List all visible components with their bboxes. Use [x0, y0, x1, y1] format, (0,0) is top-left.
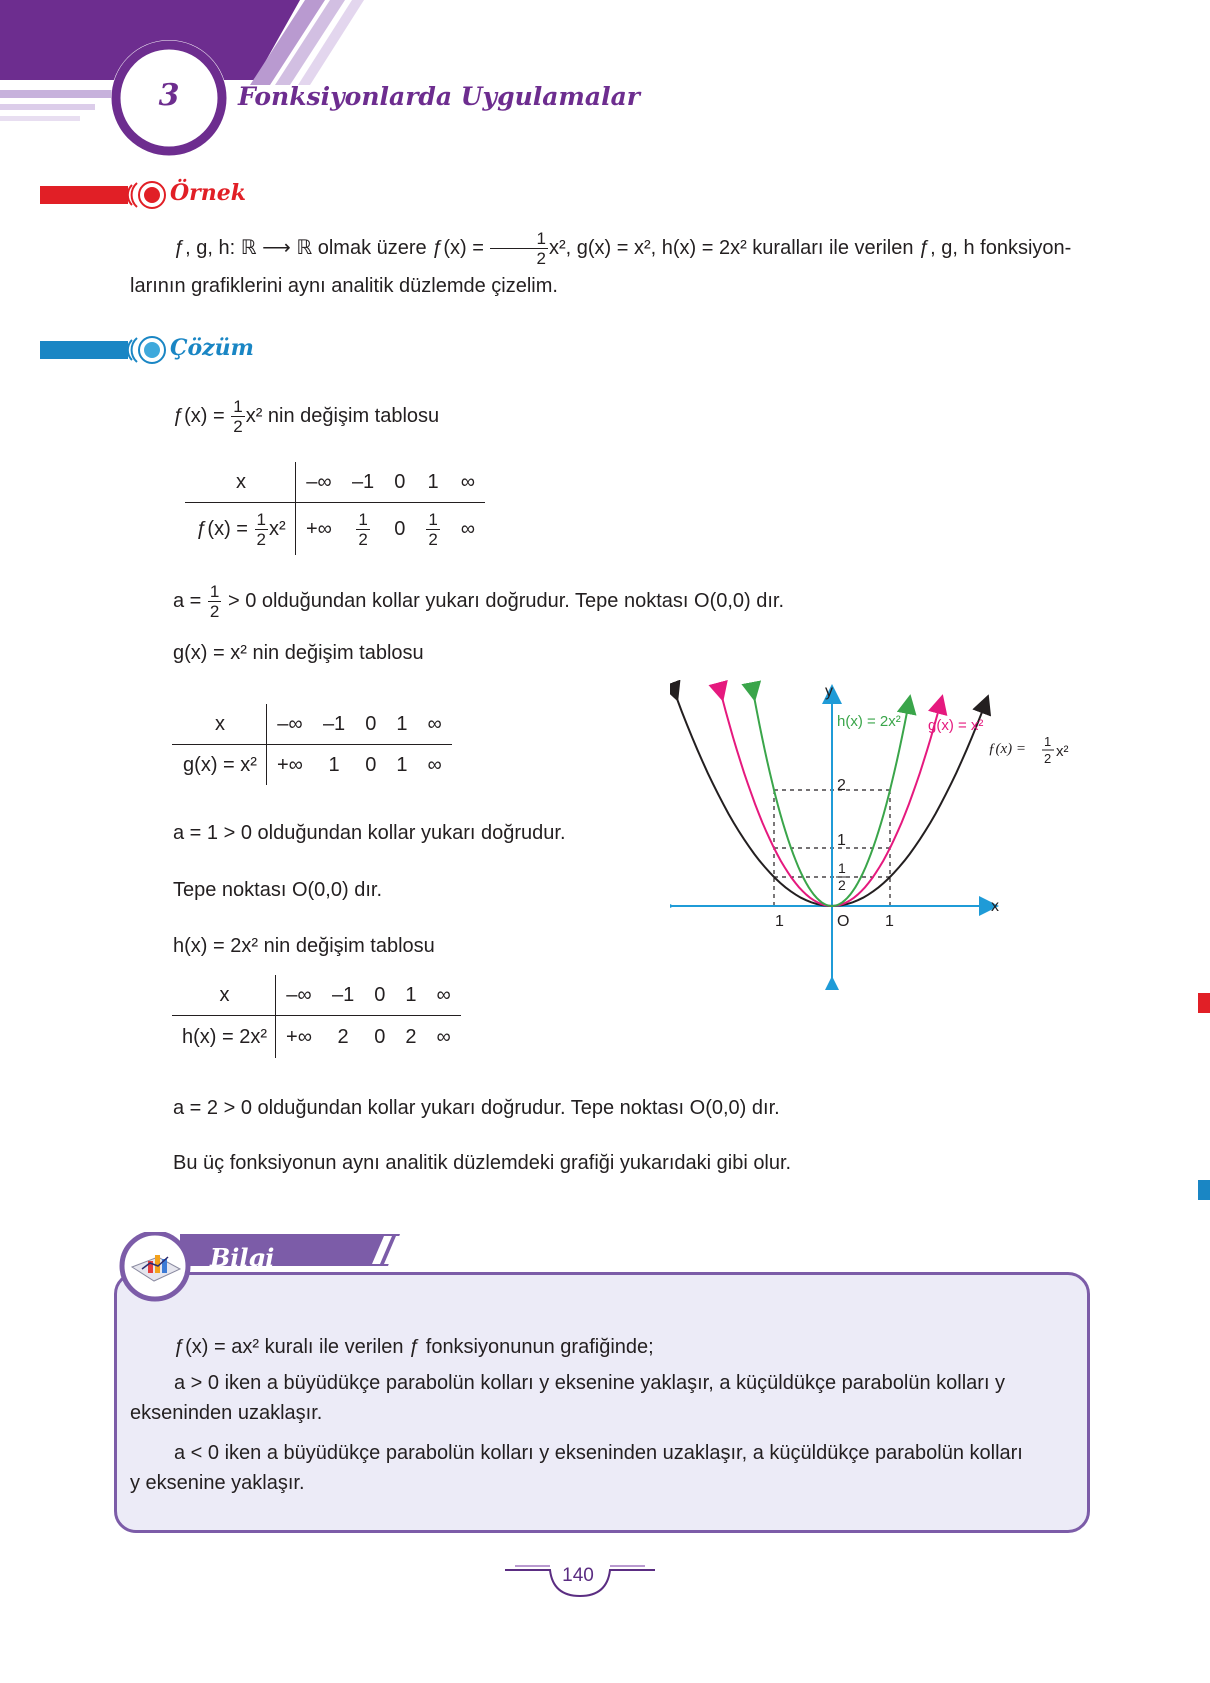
g-value: ∞ [427, 753, 442, 776]
h-table-title: h(x) = 2x² nin değişim tablosu [173, 935, 435, 957]
bilgi-line: a < 0 iken a büyüdükçe parabolün kolları y ekseninden uzaklaşır, a küçüldükçe parabolün kolları [174, 1442, 1023, 1464]
bilgi-line: y eksenine yaklaşır. [130, 1472, 305, 1494]
x-value: 1 [415, 462, 450, 503]
page-number: 140 [562, 1565, 594, 1586]
f-curve-label-suffix: x² [1056, 743, 1069, 760]
g-curve-label: g(x) = x² [928, 717, 984, 734]
cozum-label: Çözüm [170, 335, 254, 361]
x-value: –∞ [267, 704, 313, 745]
x-value: 0 [355, 704, 386, 745]
x-label: x [172, 704, 267, 745]
problem-statement: ƒ, g, h: ℝ ⟶ ℝ olmak üzere ƒ(x) = $\frac{1}{2}$ x², g(x) = x², h(x) = 2x² kuralları ile verilen ƒ, g, h fonksiyon- [174, 229, 1072, 269]
h-value: ∞ [436, 1025, 451, 1048]
f-row-label: ƒ(x) = $\frac{1}{2}$ x² [185, 503, 296, 556]
tick-pos1-label: 1 [885, 913, 894, 930]
x-value: –1 [313, 704, 355, 745]
tick-half-den: 2 [838, 877, 846, 893]
x-value: 1 [395, 975, 426, 1016]
x-label: x [172, 975, 276, 1016]
bilgi-label: Bilgi [210, 1243, 275, 1272]
g-row-label: g(x) = x² [172, 745, 267, 786]
f-note: a = $\frac{1}{2}$ > 0 olduğundan kollar yukarı doğrudur. Tepe noktası O(0,0) dır. [173, 582, 785, 621]
chapter-title: Fonksiyonlarda Uygulamalar [238, 82, 640, 111]
bilgi-line: ƒ(x) = ax² kuralı ile verilen ƒ fonksiyonunun grafiğinde; [174, 1336, 654, 1358]
h-curve-label: h(x) = 2x² [837, 713, 901, 730]
g-note: a = 1 > 0 olduğundan kollar yukarı doğrudur. [173, 822, 566, 844]
parabola-graph [670, 680, 1090, 990]
bilgi-content [130, 1330, 1080, 1500]
g-value: 0 [365, 753, 377, 776]
tick-neg1-label: 1 [775, 913, 784, 930]
x-value: ∞ [426, 975, 460, 1016]
chart-book-icon [128, 1249, 184, 1289]
h-row-label: h(x) = 2x² [172, 1016, 276, 1059]
f-value: $\frac{1}{2}$ [358, 509, 368, 549]
g-variation-table [172, 704, 452, 785]
h-value: 0 [374, 1025, 386, 1048]
g-value: +∞ [277, 753, 303, 776]
g-vertex-note: Tepe noktası O(0,0) dır. [173, 879, 382, 901]
x-value: –1 [322, 975, 364, 1016]
chapter-number: 3 [158, 78, 180, 113]
f-value: +∞ [306, 517, 332, 540]
bilgi-line: a > 0 iken a büyüdükçe parabolün kolları y eksenine yaklaşır, a küçüldükçe parabolün kolları y [174, 1372, 1006, 1394]
side-tab-blue [1198, 1180, 1210, 1200]
f-curve-label-prefix: ƒ(x) = [988, 741, 1027, 757]
f-value: $\frac{1}{2}$ [428, 509, 438, 549]
x-value: 0 [384, 462, 415, 503]
x-value: 1 [386, 704, 417, 745]
f-value: 0 [394, 517, 406, 540]
h-value: +∞ [286, 1025, 312, 1048]
g-table-title: g(x) = x² nin değişim tablosu [173, 642, 424, 664]
tick-y2-label: 2 [837, 777, 846, 794]
conclusion: Bu üç fonksiyonun aynı analitik düzlemdeki grafiği yukarıdaki gibi olur. [173, 1152, 792, 1174]
h-note: a = 2 > 0 olduğundan kollar yukarı doğrudur. Tepe noktası O(0,0) dır. [173, 1097, 780, 1119]
x-axis-label: x [991, 898, 999, 915]
g-value: 1 [396, 753, 408, 776]
problem-statement-line2: larının grafiklerini aynı analitik düzlemde çizelim. [130, 275, 558, 297]
origin-label: O [837, 913, 850, 930]
x-value: 0 [364, 975, 395, 1016]
ornek-label: Örnek [170, 180, 246, 206]
f-curve-label-den: 2 [1044, 751, 1052, 766]
h-variation-table [172, 975, 461, 1058]
y-axis-label: y [825, 683, 833, 700]
ornek-marker-icon [40, 180, 170, 210]
bilgi-line: ekseninden uzaklaşır. [130, 1402, 323, 1424]
f-curve-label-num: 1 [1044, 734, 1052, 749]
h-value: 2 [337, 1025, 349, 1048]
x-label: x [185, 462, 296, 503]
tick-y1-label: 1 [837, 832, 846, 849]
f-table-title: ƒ(x) = $\frac{1}{2}$ x² nin değişim tablosu [173, 397, 440, 436]
x-value: ∞ [451, 462, 485, 503]
side-tab-red [1198, 993, 1210, 1013]
cozum-marker-icon [40, 335, 170, 365]
h-value: 2 [405, 1025, 417, 1048]
f-value: ∞ [460, 517, 476, 540]
tick-half-num: 1 [838, 860, 846, 876]
x-value: –1 [342, 462, 384, 503]
f-variation-table [185, 462, 485, 555]
x-value: ∞ [417, 704, 451, 745]
g-value: 1 [328, 753, 340, 776]
x-value: –∞ [276, 975, 322, 1016]
x-value: –∞ [296, 462, 342, 503]
